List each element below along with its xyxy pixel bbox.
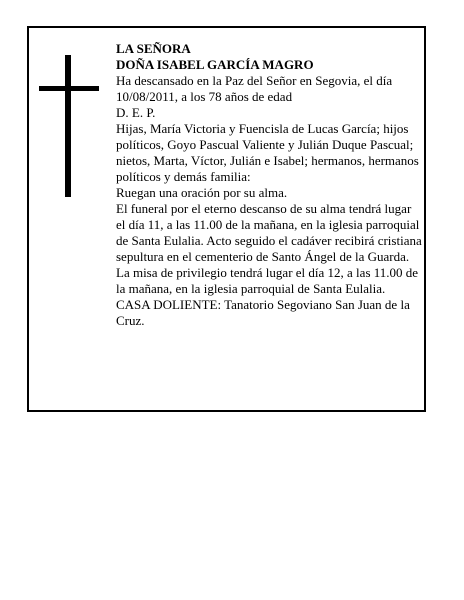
cross-icon	[39, 55, 99, 197]
deceased-title: LA SEÑORA	[116, 41, 191, 56]
deceased-name: DOÑA ISABEL GARCÍA MAGRO	[116, 57, 314, 72]
prayer-request: Ruegan una oración por su alma.	[116, 185, 288, 200]
cross-vertical-bar	[65, 55, 71, 197]
death-info: Ha descansado en la Paz del Señor en Segovia, el día 10/08/2011, a los 78 años de edad	[116, 73, 393, 104]
obituary-notice	[27, 26, 426, 412]
obituary-text	[116, 41, 422, 329]
mourning-house: CASA DOLIENTE: Tanatorio Segoviano San Juan de la Cruz.	[116, 297, 410, 328]
mass-details: La misa de privilegio tendrá lugar el día 12, a las 11.00 de la mañana, en la iglesia parroquial de Santa Eulalia.	[116, 265, 419, 296]
funeral-details: El funeral por el eterno descanso de su alma tendrá lugar el día 11, a las 11.00 de la mañana, en la iglesia parroquial de Santa Eulalia. Acto seguido el cadáver recibirá cristiana sepultura en el cementerio de Santo Ángel de la Guarda.	[116, 201, 422, 264]
family-list: Hijas, María Victoria y Fuencisla de Lucas García; hijos políticos, Goyo Pascual Valiente y Julián Duque Pascual; nietos, Marta, Víctor, Julián e Isabel; hermanos, hermanos políticos y demás familia:	[116, 121, 419, 184]
cross-horizontal-bar	[39, 86, 99, 91]
rest-in-peace: D. E. P.	[116, 105, 156, 120]
